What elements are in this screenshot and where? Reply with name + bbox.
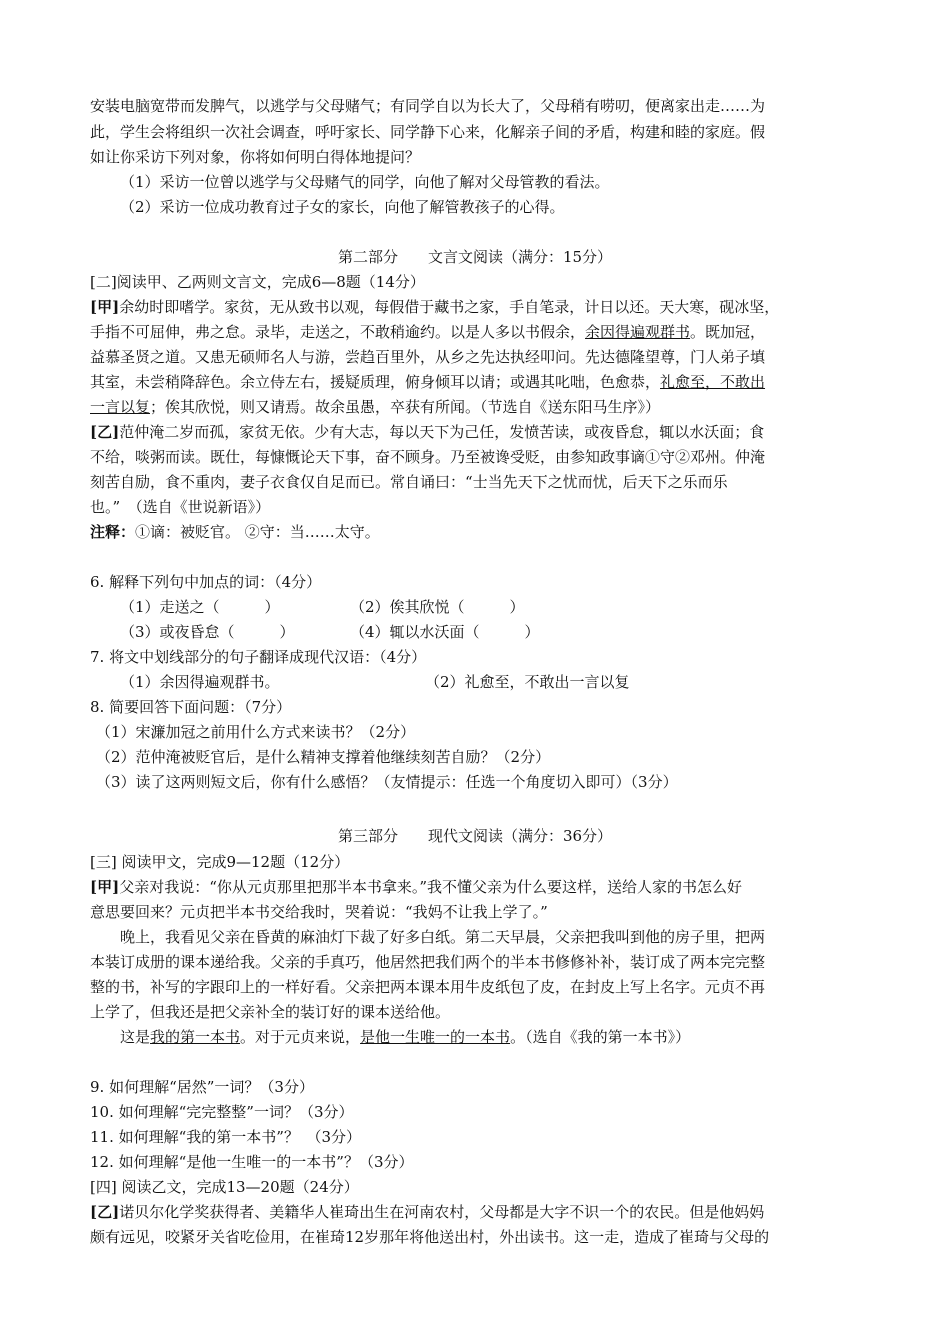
q9: 9. 如何理解“居然”一词？（3分） (90, 1078, 314, 1096)
q10: 10. 如何理解“完完整整”一词？（3分） (90, 1103, 354, 1121)
jia-underlined-sentence-2b: 一言以复 (90, 398, 151, 416)
modern-jia-line-6: 上学了，但我还是把父亲补全的装订好的课本送给他。 (90, 1003, 451, 1021)
q7-item-2: （2）礼愈至，不敢出一言以复 (425, 673, 630, 691)
modern-jia-line-1 (90, 877, 870, 897)
jia-text-2b: 。既加冠， (690, 323, 766, 341)
notes-text: ①谪：被贬官。 ②守：当……太守。 (135, 523, 380, 541)
notes-tag: 注释： (90, 523, 136, 541)
yi-line-2: 不给，啖粥而读。既仕，每慷慨论天下事，奋不顾身。乃至被谗受贬，由参知政事谪①守②邓州。仲淹 (90, 448, 766, 466)
q8-stem: 8. 简要回答下面问题：（7分） (90, 698, 292, 716)
jia-line-1 (90, 297, 870, 317)
intro-line-2: 此，学生会将组织一次社会调查，呼吁家长、同学静下心来，化解亲子间的矛盾，构建和睦的家庭。假 (90, 123, 766, 141)
q7-stem: 7. 将文中划线部分的句子翻译成现代汉语：（4分） (90, 648, 427, 666)
jia-underlined-sentence-2a: 礼愈至，不敢出 (660, 373, 766, 391)
jia-line-3: 益慕圣贤之道。又患无硕师名人与游，尝趋百里外，从乡之先达执经叩问。先达德隆望尊，门人弟子填 (90, 348, 766, 366)
q8-item-1: （1）宋濂加冠之前用什么方式来读书？（2分） (96, 723, 416, 741)
modern-yi-text-1: 诺贝尔化学奖获得者、美籍华人崔琦出生在河南农村，父母都是大字不识一个的农民。但是他妈妈 (119, 1203, 765, 1221)
intro-line-1: 安装电脑宽带而发脾气，以逃学与父母赌气；有同学自以为长大了，父母稍有唠叨，便离家出走……为 (90, 97, 766, 115)
jia-underlined-sentence-1: 余因得遍观群书 (585, 323, 691, 341)
part2-heading: 第二部分 文言文阅读（满分：15分） (337, 248, 613, 266)
part4-instruction: [四] 阅读乙文，完成13—20题（24分） (90, 1178, 359, 1196)
q6-stem: 6. 解释下列句中加点的词：（4分） (90, 573, 322, 591)
yi-line-3: 刻苦自励，食不重肉，妻子衣食仅自足而已。常自诵曰：“士当先天下之忧而忧，后天下之乐而乐 (90, 473, 728, 491)
modern-yi-line-2: 颇有远见，咬紧牙关省吃俭用，在崔琦12岁那年将他送出村，外出读书。这一走，造成了崔琦与父母的 (90, 1228, 770, 1246)
jia-line-4 (90, 372, 870, 392)
yi-line-4: 也。” （选自《世说新语》） (90, 498, 271, 516)
jia-line-2 (90, 322, 870, 342)
q6-item-4: （4）辄以水沃面（ ） (350, 623, 540, 641)
jia-line-5 (90, 397, 870, 417)
yi-tag: [乙] (90, 423, 120, 441)
modern-jia-line-5: 整的书，补写的字跟印上的一样好看。父亲把两本课本用牛皮纸包了皮，在封皮上写上名字。元贞不再 (90, 978, 766, 996)
modern-jia-tag: [甲] (90, 878, 120, 896)
modern-jia-line-2: 意思要回来？元贞把半本书交给我时，哭着说：“我妈不让我上学了。” (90, 903, 548, 921)
modern-jia-underline-2: 是他一生唯一的一本书 (360, 1028, 511, 1046)
q11: 11. 如何理解“我的第一本书”？ （3分） (90, 1128, 362, 1146)
part3-instruction: [三] 阅读甲文，完成9—12题（12分） (90, 853, 350, 871)
modern-jia-underline-1: 我的第一本书 (150, 1028, 241, 1046)
q8-item-3: （3）读了这两则短文后，你有什么感悟？（友情提示：任选一个角度切入即可）（3分） (96, 773, 678, 791)
modern-yi-line-1 (90, 1202, 870, 1222)
yi-text-1: 范仲淹二岁而孤，家贫无依。少有大志，每以天下为己任，发愤苦读，或夜昏怠，辄以水沃面；食 (119, 423, 765, 441)
intro-line-3: 如让你采访下列对象，你将如何明白得体地提问？ (90, 148, 421, 166)
jia-tag: [甲] (90, 298, 120, 316)
yi-line-1 (90, 422, 870, 442)
notes-line (90, 522, 870, 542)
jia-text-5b: ；俟其欣悦，则又请焉。故余虽愚，卒获有所闻。（节选自《送东阳马生序》） (150, 398, 661, 416)
q6-item-2: （2）俟其欣悦（ ） (350, 598, 525, 616)
modern-jia-line-7 (120, 1027, 900, 1047)
modern-jia-line-4: 本装订成册的课本递给我。父亲的手真巧，他居然把我们两个的半本书修修补补，装订成了两本完完整 (90, 953, 766, 971)
q7-item-1: （1）余因得遍观群书。 (120, 673, 280, 691)
modern-jia-text-7c: 。（选自《我的第一本书》） (510, 1028, 691, 1046)
modern-yi-tag: [乙] (90, 1203, 120, 1221)
part2-instruction: [二]阅读甲、乙两则文言文，完成6—8题（14分） (90, 273, 425, 291)
part3-heading: 第三部分 现代文阅读（满分：36分） (337, 827, 613, 845)
intro-question-2: （2）采访一位成功教育过子女的家长，向他了解管教孩子的心得。 (120, 198, 565, 216)
modern-jia-line-3: 晚上，我看见父亲在昏黄的麻油灯下裁了好多白纸。第二天早晨，父亲把我叫到他的房子里，把两 (120, 928, 766, 946)
modern-jia-text-1: 父亲对我说：“你从元贞那里把那半本书拿来。”我不懂父亲为什么要这样，送给人家的书怎么好 (119, 878, 743, 896)
q8-item-2: （2）范仲淹被贬官后，是什么精神支撑着他继续刻苦自励？（2分） (96, 748, 551, 766)
q12: 12. 如何理解“是他一生唯一的一本书”？（3分） (90, 1153, 414, 1171)
intro-question-1: （1）采访一位曾以逃学与父母赌气的同学，向他了解对父母管教的看法。 (120, 173, 610, 191)
jia-text-1: 余幼时即嗜学。家贫，无从致书以观，每假借于藏书之家，手自笔录，计日以还。天大寒，砚冰坚， (119, 298, 780, 316)
jia-text-2a: 手指不可屈伸，弗之怠。录毕，走送之，不敢稍逾约。以是人多以书假余， (90, 323, 586, 341)
modern-jia-text-7a: 这是 (120, 1028, 151, 1046)
modern-jia-text-7b: 。对于元贞来说， (240, 1028, 361, 1046)
q6-item-3: （3）或夜昏怠（ ） (120, 623, 295, 641)
jia-text-4a: 其室，未尝稍降辞色。余立侍左右，援疑质理，俯身倾耳以请；或遇其叱咄，色愈恭， (90, 373, 661, 391)
q6-item-1: （1）走送之（ ） (120, 598, 280, 616)
